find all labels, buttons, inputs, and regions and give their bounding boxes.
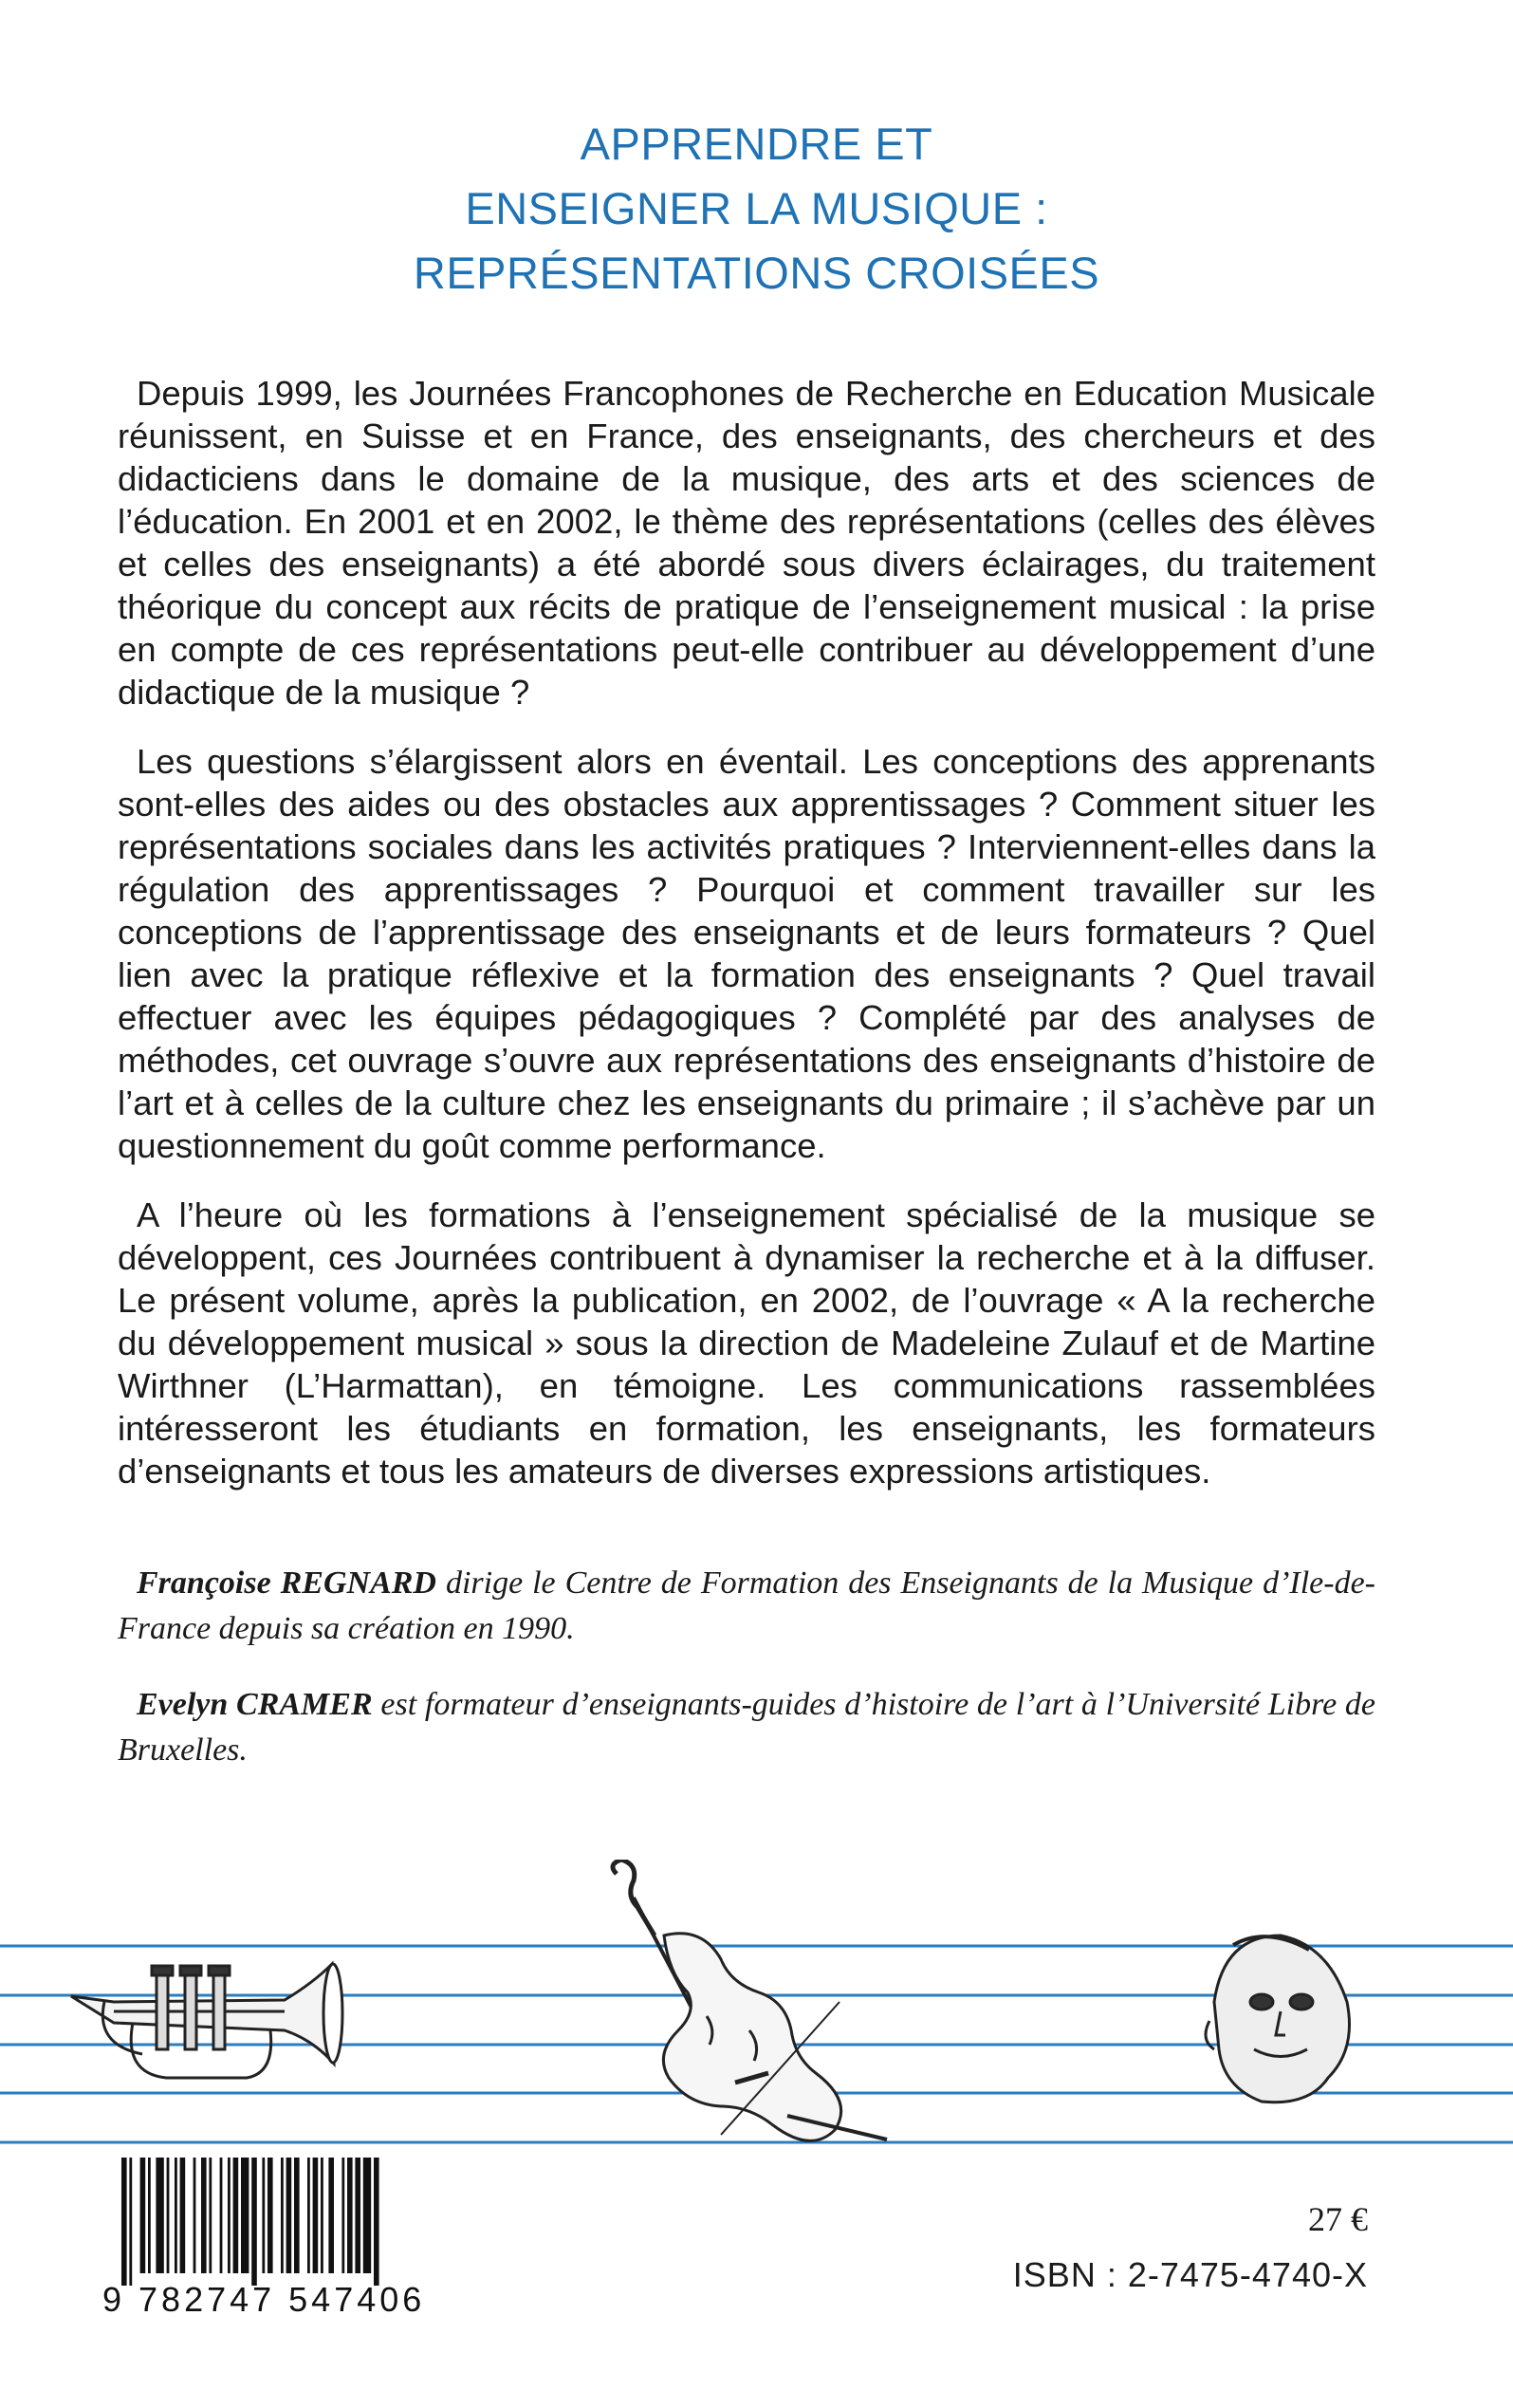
- author-name: Evelyn CRAMER: [137, 1687, 373, 1722]
- barcode-bar: [175, 2158, 177, 2273]
- barcode-bar: [262, 2158, 265, 2273]
- barcode-bar: [328, 2158, 334, 2273]
- blurb-paragraph-2: Les questions s’élargissent alors en éventail. Les conceptions des apprenants sont-elles des aides ou des obstacles aux apprentissages ? Comment situer les représentations sociales dans les activités pratiques ? Interviennent-elles dans la régulation des apprentissages ? Pourquoi et comment travailler sur les conceptions de l’apprentissage des enseignants et de leurs formateurs ? Quel lien avec la pratique réflexive et la formation des enseignants ? Quel travail effectuer avec les équipes pédagogiques ? Complété par des analyses de méthodes, cet ouvrage s’ouvre aux représentations des enseignants d’histoire de l’art et à celles de la culture chez les enseignants du primaire ; il s’achève par un questionnement du goût comme performance.: [118, 742, 1375, 1165]
- barcode-bar: [281, 2158, 284, 2273]
- isbn: ISBN : 2-7475-4740-X: [1012, 2255, 1368, 2294]
- barcode-bar: [241, 2158, 249, 2273]
- barcode-bar: [347, 2158, 353, 2273]
- title-line-1: APPRENDRE ET: [580, 119, 933, 169]
- blurb: [118, 372, 1375, 1519]
- blurb-paragraph-1: Depuis 1999, les Journées Francophones de Recherche en Education Musicale réunissent, en Suisse et en France, des enseignants, des chercheurs et des didacticiens dans le domaine de la musique, des arts et des sciences de l’éducation. En 2001 et en 2002, le thème des représentations (celles des élèves et celles des enseignants) a été abordé sous divers éclairages, du traitement théorique du concept aux récits de pratique de l’enseignement musical : la prise en compte de ces représentations peut-elle contribuer au développement d’une didactique de la musique ?: [118, 374, 1375, 712]
- barcode-bar: [220, 2158, 223, 2273]
- book-title: [0, 112, 1513, 306]
- author-description: est formateur d’enseignants-guides d’histoire de l’art à l’Université Libre de Bruxelles.: [118, 1687, 1375, 1768]
- barcode-bar: [228, 2158, 231, 2273]
- barcode-bar: [156, 2158, 163, 2273]
- barcode-bar: [148, 2158, 151, 2273]
- author-bio-regnard: [118, 1561, 1375, 1652]
- barcode-bar: [363, 2158, 371, 2273]
- isbn-barcode: [102, 2158, 453, 2319]
- barcode-bar: [307, 2158, 310, 2273]
- barcode-bar: [233, 2158, 239, 2273]
- author-name: Françoise REGNARD: [137, 1565, 436, 1601]
- barcode-bar: [140, 2158, 146, 2273]
- barcode-bar: [355, 2158, 360, 2273]
- barcode-bar: [268, 2158, 273, 2273]
- music-staff-illustration: [0, 1860, 1513, 2144]
- barcode-bar: [180, 2158, 186, 2273]
- title-line-2: ENSEIGNER LA MUSIQUE :: [465, 183, 1048, 233]
- trumpet-icon: [71, 1964, 342, 2078]
- barcode-bar: [313, 2158, 319, 2273]
- barcode-bar: [201, 2158, 207, 2273]
- barcode-bar: [294, 2158, 300, 2273]
- cello-icon: [613, 1860, 887, 2140]
- author-description: dirige le Centre de Formation des Enseignants de la Musique d’Ile-de-France depuis sa création en 1990.: [118, 1565, 1375, 1646]
- barcode-bar: [321, 2158, 323, 2273]
- barcode-bar: [194, 2158, 196, 2273]
- barcode-bar: [251, 2158, 257, 2286]
- barcode-bar: [286, 2158, 292, 2273]
- barcode-bar: [167, 2158, 170, 2273]
- barcode-bar: [121, 2158, 127, 2286]
- barcode-digits: 9 782747 547406: [102, 2280, 426, 2319]
- blurb-paragraph-3: A l’heure où les formations à l’enseignement spécialisé de la musique se développent, ces Journées contribuent à dynamiser la recherche et à la diffuser. Le présent volume, après la publication, en 2002, de l’ouvrage « A la recherche du développement musical » sous la direction de Madeleine Zulauf et de Martine Wirthner (L’Harmattan), en témoigne. Les communications rassemblées intéresseront les étudiants en formation, les enseignants, les formateurs d’enseignants et tous les amateurs de diverses expressions artistiques.: [118, 1195, 1375, 1491]
- barcode-bars: [121, 2158, 379, 2286]
- barcode-bar: [341, 2158, 344, 2273]
- author-bio-cramer: [118, 1682, 1375, 1773]
- title-line-3: REPRÉSENTATIONS CROISÉES: [413, 248, 1100, 298]
- barcode-bar: [129, 2158, 132, 2286]
- barcode-bar: [374, 2158, 379, 2286]
- price: 27 €: [1308, 2200, 1368, 2238]
- mask-icon: [1206, 1936, 1350, 2102]
- barcode-bar: [209, 2158, 212, 2273]
